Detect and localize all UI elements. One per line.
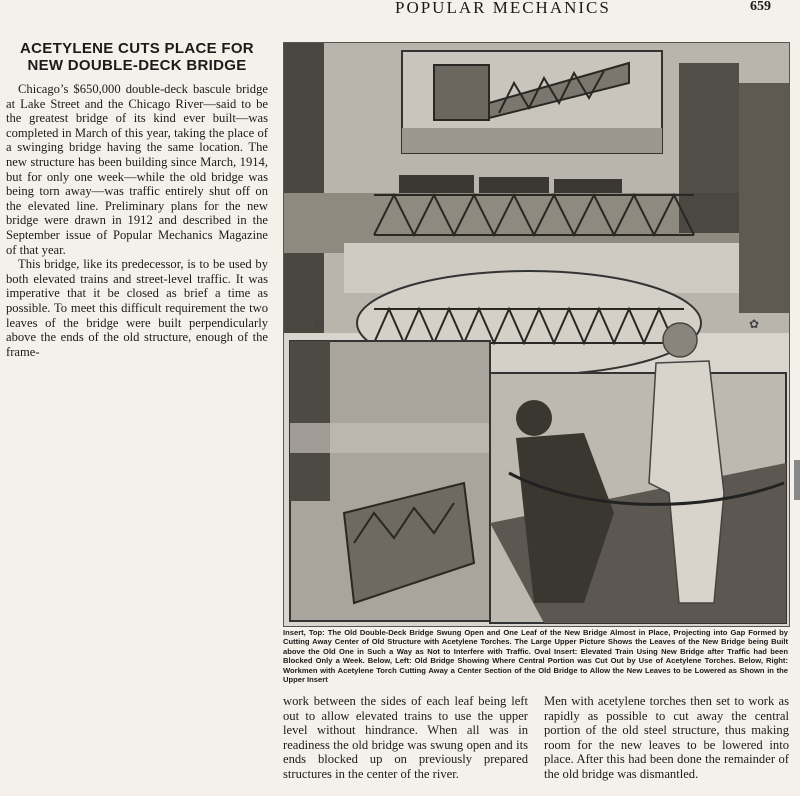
bottom-left-paragraph: work between the sides of each leaf being left out to allow elevated trains to use the upper level without hindrance. When all was in readiness the old bridge was swung open and its ends blocked up on previously prepared structures in the center of the river.	[283, 694, 528, 781]
figure-caption: Insert, Top: The Old Double-Deck Bridge Swung Open and One Leaf of the New Bridge Almost in Place, Projecting into Gap Formed by Cutting Away Center of Old Structure with Acetylene Torches. The Large Upper Picture Shows the Leaves of the New Bridge being Built above the Old One in Such a Way as Not to Interfere with Traffic. Oval Insert: Elevated Train Using New Bridge after Traffic had been Blocked Only a Week. Below, Left: Old Bridge Showing Where Central Portion was Cut Out by Use of Acetylene Torches. Below, Right: Workmen with Acetylene Torch Cutting Away a Center Section of the Old Bridge to Allow the New Leaves to be Lowered as Shown in the Upper Insert	[283, 628, 788, 685]
paragraph-1: Chicago’s $650,000 double-deck bascule bridge at Lake Street and the Chicago River—said to be the greatest bridge of its kind ever built—was completed in March of this year, taking the place of a swinging bridge having the same location. The new structure has been building since March, 1914, but for only one week—while the old bridge was being torn away—was traffic entirely shut off on the elevated line. Preliminary plans for the new bridge were drawn in 1912 and described in the September issue of Popular Mechanics Magazine of that year.	[6, 82, 268, 257]
article-title: ACETYLENE CUTS PLACE FOR NEW DOUBLE-DECK BRIDGE	[20, 40, 254, 74]
bottom-right-column	[544, 694, 789, 782]
magazine-title: POPULAR MECHANICS	[395, 0, 611, 17]
page-header	[285, 0, 795, 22]
photo-composite	[283, 42, 790, 627]
svg-text:✿: ✿	[314, 317, 325, 331]
paragraph-2: This bridge, like its predecessor, is to be used by both elevated trains and street-level traffic. It was imperative that it be closed as brief a time as possible. To meet this difficult requirement the two leaves of the bridge were built perpendicularly above the ends of the old structure, enough of the frame-	[6, 257, 268, 359]
bottom-right-paragraph: Men with acetylene torches then set to work as rapidly as possible to cut away the central portion of the old steel structure, thus making room for the new leaves to be lowered into place. After this had been done the remainder of the old bridge was dismantled.	[544, 694, 789, 781]
page-number: 659	[750, 0, 771, 14]
left-column	[6, 82, 268, 359]
scrollbar-edge	[794, 460, 800, 500]
svg-text:✿: ✿	[749, 317, 760, 331]
bottom-left-column	[283, 694, 528, 782]
